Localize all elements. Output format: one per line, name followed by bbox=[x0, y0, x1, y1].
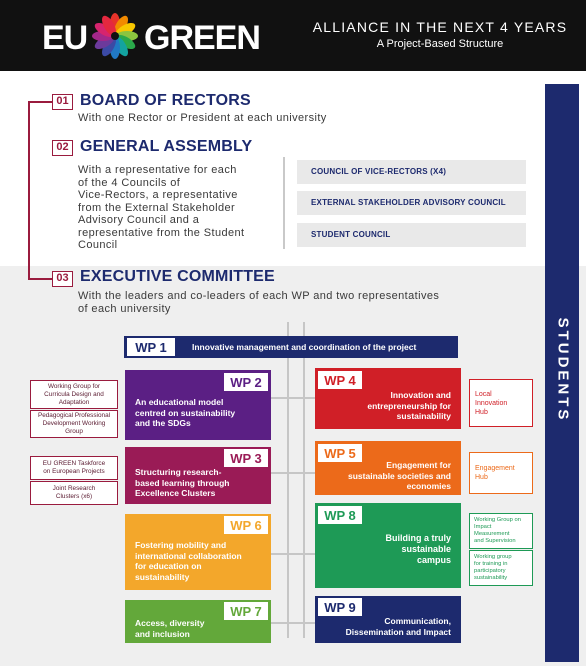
wp2-label: WP 2 bbox=[224, 373, 268, 391]
wp3-label: WP 3 bbox=[224, 449, 268, 467]
connector-wp6-wp8 bbox=[270, 553, 318, 555]
executive-committee-title: EXECUTIVE COMMITTEE bbox=[80, 268, 275, 285]
wp2-side-pedagogical: Pedagogical Professional Development Working Group bbox=[30, 410, 118, 438]
wp1-description: Innovative management and coordination of the project bbox=[192, 342, 417, 352]
hierarchy-bracket-line bbox=[28, 101, 30, 279]
council-connector-line bbox=[283, 157, 285, 249]
header-title: ALLIANCE IN THE NEXT 4 YEARS bbox=[312, 19, 568, 35]
flower-logo-icon bbox=[92, 13, 138, 59]
wp6-box: Fostering mobility and international collaboration for education on sustainability bbox=[125, 514, 271, 590]
section-number-03: 03 bbox=[52, 271, 73, 287]
bracket-tick-03 bbox=[28, 278, 52, 280]
wp2-box: An educational model centred on sustainability and the SDGs bbox=[125, 370, 271, 440]
header-banner bbox=[0, 0, 586, 71]
wp7-label: WP 7 bbox=[224, 602, 268, 620]
students-label: STUDENTS bbox=[554, 317, 572, 423]
wp5-side-engagement-hub: Engagement Hub bbox=[469, 452, 533, 494]
central-connector-line-2 bbox=[303, 322, 305, 638]
wp8-box: Building a truly sustainable campus bbox=[315, 503, 461, 588]
council-external-stakeholder: EXTERNAL STAKEHOLDER ADVISORY COUNCIL bbox=[297, 191, 526, 215]
wp4-side-innovation-hub: Local Innovation Hub bbox=[469, 379, 533, 427]
wp6-label: WP 6 bbox=[224, 516, 268, 534]
logo-eu-text: EU bbox=[42, 19, 88, 57]
board-of-rectors-title: BOARD OF RECTORS bbox=[80, 92, 251, 109]
wp9-label: WP 9 bbox=[318, 598, 362, 616]
bracket-tick-01 bbox=[28, 101, 52, 103]
wp7-box: Access, diversity and inclusion bbox=[125, 600, 271, 643]
council-vice-rectors: COUNCIL OF VICE-RECTORS (X4) bbox=[297, 160, 526, 184]
wp8-label: WP 8 bbox=[318, 506, 362, 524]
wp4-label: WP 4 bbox=[318, 371, 362, 389]
wp5-box: Engagement for sustainable societies and economies bbox=[315, 441, 461, 495]
wp9-box: Communication, Dissemination and Impact bbox=[315, 596, 461, 643]
header-subtitle: A Project-Based Structure bbox=[376, 38, 504, 50]
central-connector-line bbox=[287, 322, 289, 638]
wp8-side-participatory-training: Working group for training in participatory sustainability bbox=[469, 550, 533, 586]
section-number-01: 01 bbox=[52, 94, 73, 110]
wp3-box: Structuring research- based learning through Excellence Clusters bbox=[125, 447, 271, 504]
connector-wp7-wp9 bbox=[270, 622, 318, 624]
wp2-side-curricula: Working Group for Curricula Design and Adaptation bbox=[30, 380, 118, 409]
wp1-label: WP 1 bbox=[127, 338, 175, 356]
wp3-side-clusters: Joint Research Clusters (x6) bbox=[30, 481, 118, 505]
executive-committee-text: With the leaders and co-leaders of each WP and two representatives of each university bbox=[78, 290, 440, 315]
wp4-box: Innovation and entrepreneurship for sustainability bbox=[315, 368, 461, 429]
wp8-side-impact-measurement: Working Group on Impact Measurement and Supervision bbox=[469, 513, 533, 549]
wp3-side-taskforce: EU GREEN Taskforce on European Projects bbox=[30, 456, 118, 480]
board-of-rectors-text: With one Rector or President at each university bbox=[78, 112, 327, 124]
general-assembly-title: GENERAL ASSEMBLY bbox=[80, 138, 253, 155]
connector-wp2-wp4 bbox=[270, 397, 318, 399]
general-assembly-text: With a representative for each of the 4 Councils of Vice-Rectors, a representative from the External Stakeholder Advisory Council and a representative from the Student Council bbox=[78, 164, 245, 251]
logo-green-text: GREEN bbox=[144, 19, 260, 57]
council-student: STUDENT COUNCIL bbox=[297, 223, 526, 247]
wp5-label: WP 5 bbox=[318, 444, 362, 462]
section-number-02: 02 bbox=[52, 140, 73, 156]
connector-wp3-wp5 bbox=[270, 472, 318, 474]
